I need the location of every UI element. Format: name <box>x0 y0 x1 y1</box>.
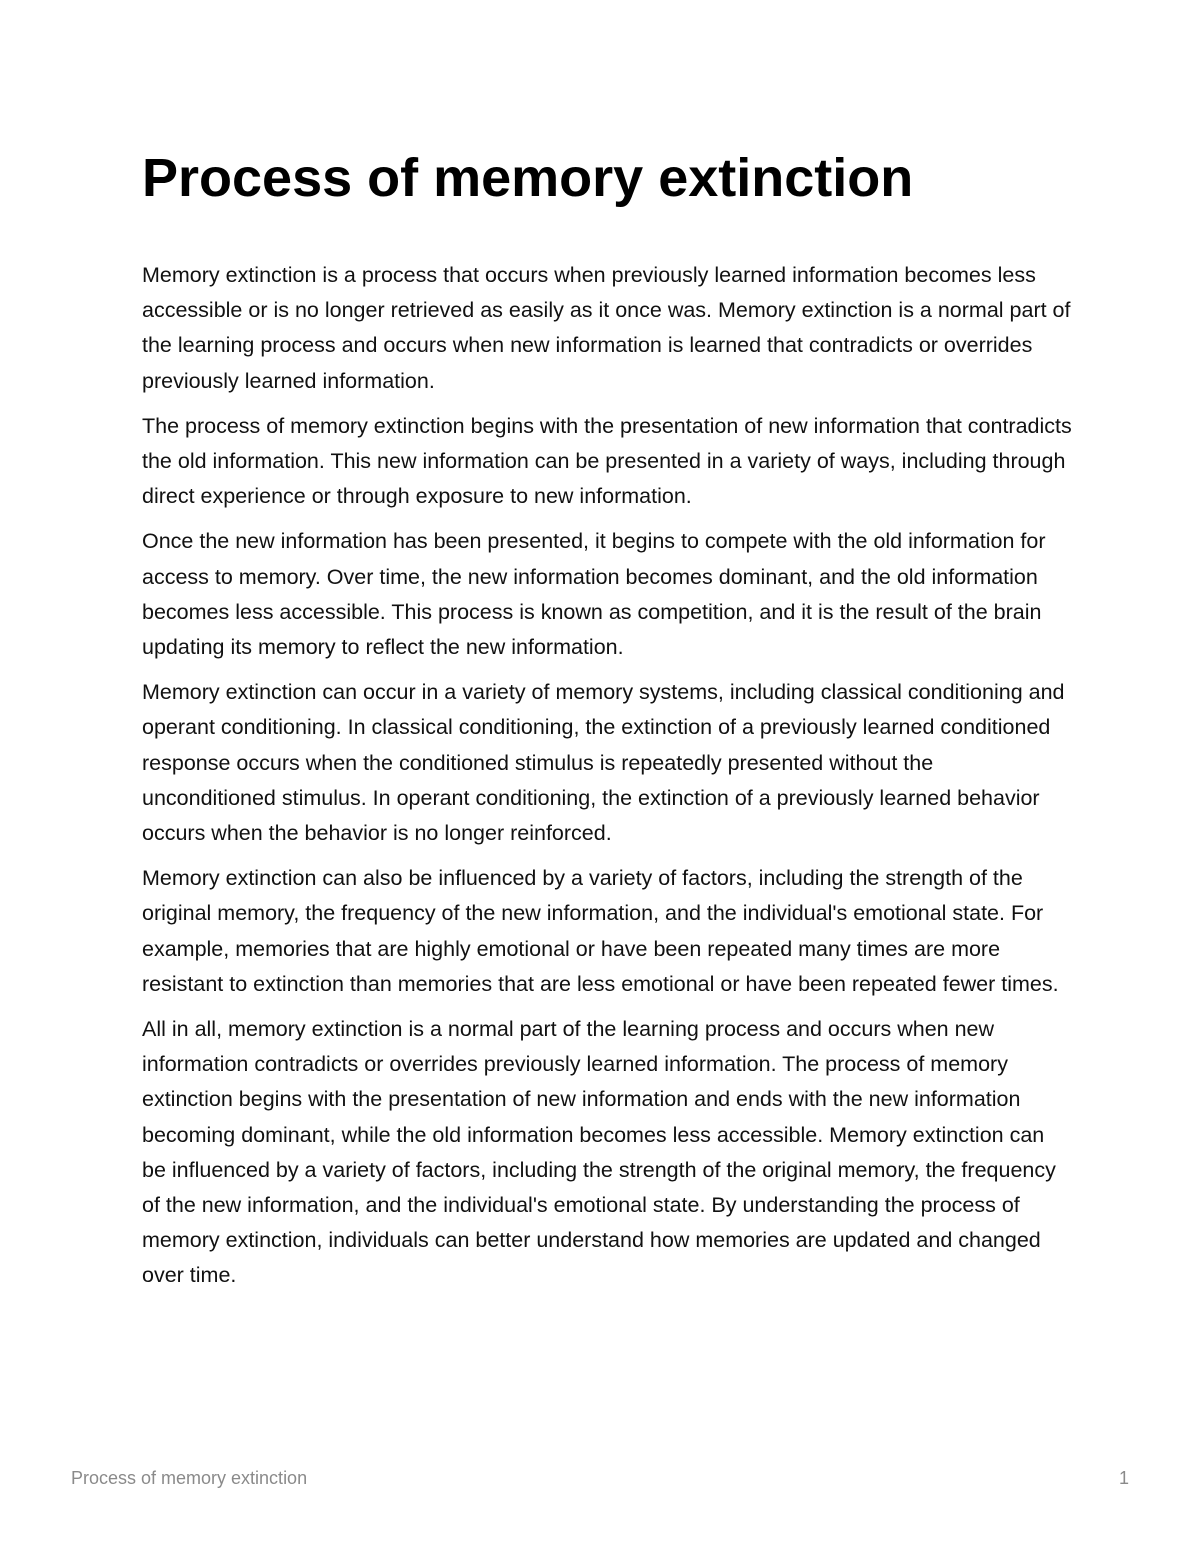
document-body <box>142 258 1072 1294</box>
document-content <box>142 140 1072 1304</box>
paragraph-3: Once the new information has been presented, it begins to compete with the old information for access to memory. Over time, the new information becomes dominant, and the old information becomes less accessible. This process is known as competition, and it is the result of the brain updating its memory to reflect the new information. <box>142 529 1046 660</box>
paragraph-2: The process of memory extinction begins with the presentation of new information that contradicts the old information. This new information can be presented in a variety of ways, including through direct experience or through exposure to new information. <box>142 413 1072 509</box>
paragraph-4: Memory extinction can occur in a variety of memory systems, including classical conditioning and operant conditioning. In classical conditioning, the extinction of a previously learned conditioned response occurs when the conditioned stimulus is repeatedly presented without the unconditioned stimulus. In operant conditioning, the extinction of a previously learned behavior occurs when the behavior is no longer reinforced. <box>142 680 1065 846</box>
document-title: Process of memory extinction <box>142 148 914 208</box>
page-number: 1 <box>1118 1468 1129 1488</box>
paragraph-1: Memory extinction is a process that occurs when previously learned information becomes less accessible or is no longer retrieved as easily as it once was. Memory extinction is a normal part of the learning process and occurs when new information is learned that contradicts or overrides previously learned information. <box>142 263 1071 393</box>
footer-title: Process of memory extinction <box>71 1468 308 1488</box>
page-footer <box>71 1465 1129 1491</box>
paragraph-5: Memory extinction can also be influenced by a variety of factors, including the strength of the original memory, the frequency of the new information, and the individual's emotional state. For example, memories that are highly emotional or have been repeated many times are more resistant to extinction than memories that are less emotional or have been repeated fewer times. <box>142 866 1059 996</box>
paragraph-6: All in all, memory extinction is a normal part of the learning process and occurs when new information contradicts or overrides previously learned information. The process of memory extinction begins with the presentation of new information and ends with the new information becoming dominant, while the old information becomes less accessible. Memory extinction can be influenced by a variety of factors, including the strength of the original memory, the frequency of the new information, and the individual's emotional state. By understanding the process of memory extinction, individuals can better understand how memories are updated and changed over time. <box>142 1017 1056 1288</box>
